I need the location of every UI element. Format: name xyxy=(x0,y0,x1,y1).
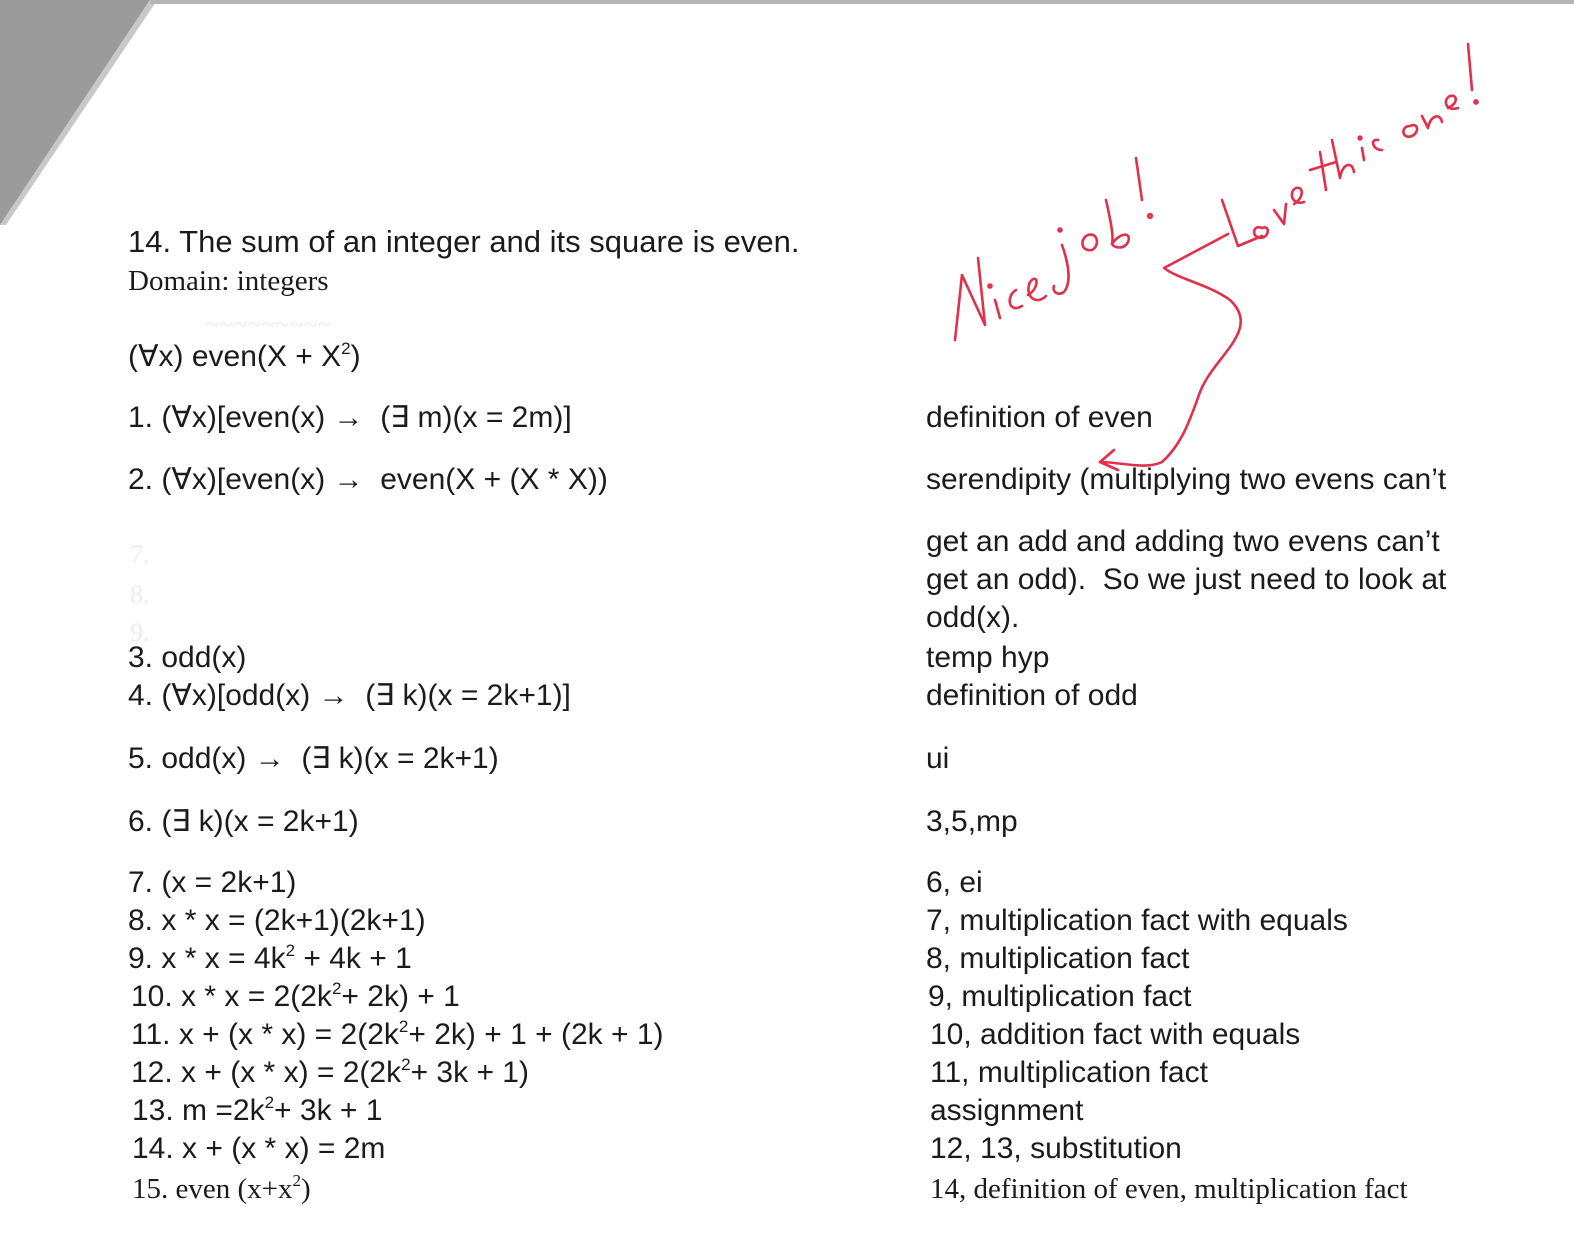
goal-text-end: ) xyxy=(350,340,361,373)
step-exponent: 2 xyxy=(264,1093,275,1112)
page-top-edge xyxy=(150,0,1574,4)
step-text: + 3k + 1 xyxy=(274,1094,383,1127)
step-exponent: 2 xyxy=(401,1055,411,1074)
justification-3: temp hyp xyxy=(926,641,1050,674)
domain-statement: Domain: integers xyxy=(128,265,329,297)
goal-exponent: 2 xyxy=(341,339,351,358)
proof-step-6: 6. (∃ k)(x = 2k+1) xyxy=(128,805,359,838)
justification-10: 9, multiplication fact xyxy=(928,980,1192,1013)
proof-step-11 xyxy=(131,1018,664,1052)
justification-13: assignment xyxy=(930,1094,1084,1127)
justification-2: serendipity (multiplying two evens can’t xyxy=(926,463,1447,496)
proof-step-7: 7. (x = 2k+1) xyxy=(128,866,297,899)
justification-9: 8, multiplication fact xyxy=(926,942,1190,975)
bleed-through-mark: 8. xyxy=(130,580,150,609)
justification-12: 11, multiplication fact xyxy=(930,1056,1208,1089)
proof-step-3: 3. odd(x) xyxy=(128,641,247,674)
justification-6: 3,5,mp xyxy=(926,805,1018,838)
justification-4: definition of odd xyxy=(926,679,1138,712)
problem-title: 14. The sum of an integer and its square is even. xyxy=(128,224,800,259)
justification-8: 7, multiplication fact with equals xyxy=(926,904,1348,937)
step-text: + 3k + 1) xyxy=(410,1056,529,1089)
justification-7: 6, ei xyxy=(926,866,983,899)
step-text: 9. x * x = 4k xyxy=(128,942,286,975)
proof-step-14: 14. x + (x * x) = 2m xyxy=(132,1132,386,1165)
love-this-one-handwriting xyxy=(1222,44,1478,246)
step-text: + 4k + 1 xyxy=(295,942,412,975)
justification-11: 10, addition fact with equals xyxy=(930,1018,1301,1051)
justification-14: 12, 13, substitution xyxy=(930,1132,1182,1165)
bleed-through-mark: 7. xyxy=(130,540,150,569)
step-text: + 2k) + 1 xyxy=(341,980,460,1013)
proof-step-4: 4. (∀x)[odd(x) → (∃ k)(x = 2k+1)] xyxy=(128,679,571,712)
step-exponent: 2 xyxy=(285,941,296,960)
proof-step-13 xyxy=(132,1094,382,1128)
step-text: + 2k) + 1 + (2k + 1) xyxy=(408,1018,664,1051)
justification-15: 14, definition of even, multiplication fact xyxy=(930,1173,1408,1205)
proof-step-10 xyxy=(131,980,460,1014)
justification-2-cont-c: odd(x). xyxy=(926,601,1020,634)
proof-step-8: 8. x * x = (2k+1)(2k+1) xyxy=(128,904,426,937)
step-text: ) xyxy=(301,1173,311,1205)
goal-statement xyxy=(128,340,361,374)
step-exponent: 2 xyxy=(331,979,342,998)
proof-step-15 xyxy=(132,1172,311,1206)
step-exponent: 2 xyxy=(292,1171,302,1190)
folded-corner xyxy=(0,0,160,230)
goal-text: (∀x) even(X + X xyxy=(128,340,342,373)
proof-step-12 xyxy=(131,1056,529,1090)
step-text: 12. x + (x * x) = 2(2k xyxy=(131,1056,402,1089)
justification-5: ui xyxy=(926,742,950,775)
proof-step-9 xyxy=(128,942,412,976)
bleed-through-mark: ~~~~~~~~~ xyxy=(205,310,332,339)
justification-2-cont-b: get an odd). So we just need to look at xyxy=(926,563,1447,596)
justification-2-cont-a: get an add and adding two evens can’t xyxy=(926,525,1440,558)
step-text: 11. x + (x * x) = 2(2k xyxy=(131,1018,399,1051)
proof-step-1: 1. (∀x)[even(x) → (∃ m)(x = 2m)] xyxy=(128,401,572,434)
step-text: 13. m =2k xyxy=(132,1094,265,1127)
nice-job-handwriting xyxy=(955,158,1152,340)
proof-step-2: 2. (∀x)[even(x) → even(X + (X * X)) xyxy=(128,463,608,496)
proof-step-5: 5. odd(x) → (∃ k)(x = 2k+1) xyxy=(128,742,499,775)
justification-1: definition of even xyxy=(926,401,1153,434)
step-text: 10. x * x = 2(2k xyxy=(131,980,332,1013)
step-text: 15. even (x+x xyxy=(132,1173,293,1205)
bleed-through-mark: 9. xyxy=(130,618,150,647)
step-exponent: 2 xyxy=(398,1017,409,1036)
